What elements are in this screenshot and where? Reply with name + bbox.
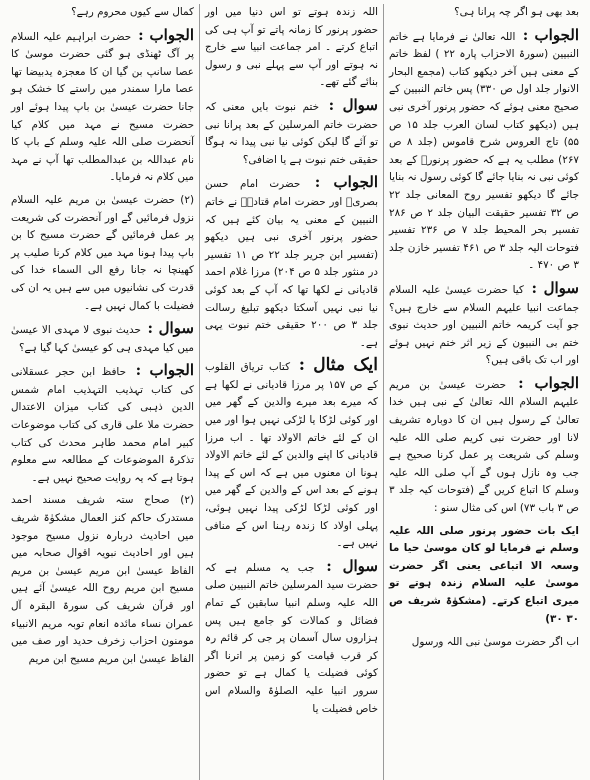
example-block: [205, 357, 378, 553]
answer-text: حضرت امام حسن بصریؒ اور حضرت امام قتادہؒ نے خاتم النبیین کے معنی یہ بیان کئے ہیں کہ حضور پرنور آخری نبی ہیں دیکھو (تفسیر ابن جریر جلد ۲۲ ص ۱۱ تفسیر در منثور جلد ۵ ص ۲۰۴) مرزا غلام احمد قادیانی نے لکھا تھا کہ آپ کے بعد کوئی نیا نبی نہیں آسکتا دیکھو تبلیغ رسالت جلد ۳ ص ۲۰۰ حقیقی ختم نبوت یہی ہے۔: [205, 178, 379, 349]
column-right: [384, 4, 584, 780]
question-block: [389, 280, 579, 370]
answer-block: [389, 27, 579, 275]
answer-label: الجواب :: [138, 25, 194, 44]
question-text: جب یہ مسلم ہے کہ حضرت سید المرسلین خاتم النبیین صلی اللہ علیہ وسلم انبیا سابقین کے تمام فضائل و کمالات کو جامع ہیں پس ہزاروں سال آسمان پر جی کر قائم رہ کر قرب قیامت کو زمین پر اترنا اگر کوئی فضیلت یا کمال ہے تو حضور سرور انبیا علیہ الصلوٰۃ والسلام اس خاص فضیلت یا: [205, 561, 378, 715]
column-middle: [199, 4, 384, 780]
question-label: سوال :: [326, 556, 378, 575]
question-text: ختم نبوت بایں معنی کہ حضرت خاتم المرسلین کے بعد پرانا نبی تو آئے گا لیکن کوئی نیا نبی پیدا نہ ہوگا حقیقی ختم نبوت ہے یا اضافی؟: [205, 100, 378, 166]
continued-line: اب اگر حضرت موسیٰ نبی اللہ ورسول: [411, 636, 579, 649]
answer-block: [205, 174, 378, 352]
question-label: سوال :: [328, 95, 378, 114]
question-block: [11, 320, 194, 357]
numbered-paragraph: (۲) صحاح ستہ شریف مسند احمد مستدرک حاکم کنز العمال مشکوٰۃ شریف میں احادیث دربارہ نزول مسیح موجود ہیں اور احادیث نبویہ اقوال صحابہ میں الفاظ عیسیٰ ابن مریم عیسیٰ بن مریم مسیح ابن مریم روح اللہ عیسیٰ آئے ہیں اور قرآن شریف کی سورۃ البقرہ آل عمران نساء مائدہ انعام توبہ مریم الانبیاء مومنون احزاب زخرف حدید اور صف میں الفاظ عیسیٰ ابن مریم مسیح ابن مریم: [11, 494, 194, 665]
answer-text: حافظ ابن حجر عسقلانی کی کتاب تہذیب التہذیب امام شمس الدین ذہبی کی کتاب میزان الاعتدال حضرت ملا علی قاری کی کتاب موضوعات کبیر امام محمد طاہر محدث کی کتاب تذکرۃ الموضوعات کے مطالعہ سے معلوم ہوتا ہے کہ یہ روایت صحیح نہیں ہے۔: [11, 366, 194, 484]
answer-label: الجواب :: [135, 361, 195, 380]
hadith-quote: ایک بات حضور پرنور صلی اللہ علیہ وسلم نے فرمایا لو کان موسیٰ حیا ما وسعہ الا اتباعی یعنی اگر حضرت موسیٰ علیہ السلام زندہ ہوتے تو میری اتباع کرتے۔ (مشکوٰۃ شریف ص ۳۰ ۳۰): [389, 524, 579, 625]
answer-label: الجواب :: [522, 25, 579, 44]
numbered-paragraph: (۲) حضرت عیسیٰ بن مریم علیہ السلام نزول فرمائیں گے اور آنحضرت کی شریعت پر عمل فرمائیں گے حضرت مسیح کا بن باپ پیدا ہونا مہد میں کلام کرنا صلیب پر کھینچا نہ جانا رفع الی السماء خدا کی قدرت کی نشانیوں میں سے ہیں یہ ان کی فضیلت با کمال نہیں ہے۔: [11, 193, 194, 312]
question-block: [205, 558, 378, 718]
answer-block: [389, 375, 579, 518]
example-label: ایک مثال :: [298, 355, 378, 376]
answer-text: حضرت عیسیٰ بن مریم علیہم السلام اللہ تعالیٰ کے نبی ہیں خدا تعالیٰ کے رسول ہیں ان کا دوبارہ تشریف لانا اور حضرت نبی کریم صلی اللہ علیہ وسلم کی شریعت پر عمل کرنا صحیح ہے جب وہ نازل ہوں گے آپ صلی اللہ علیہ وسلم کا اتباع کریں گے (فتوحات کیہ جلد ۳ ص ۳ باب ۷۳) اس کی مثال سنو :: [389, 378, 579, 515]
question-text: کیا حضرت عیسیٰ علیہ السلام جماعت انبیا علیہم السلام سے خارج ہیں؟ جو آیت کریمہ خاتم النبیین اور حدیث نبوی ختم بی النبیون کے زیر اثر ختم نہیں ہوئے اور اب تک باقی ہیں؟: [389, 283, 579, 367]
answer-text: اللہ تعالیٰ نے فرمایا ہے خاتم النبیین (سورۃ الاحزاب پارہ ۲۲ ) لفظ خاتم کے معنی ہیں آخر دیکھو کتاب (مجمع البحار الانوار جلد اول ص ۳۳۰) پس خاتم النبیین کے صحیح معنی ہوئے کہ حضور پرنور آخری نبی ہیں (دیکھو کتاب لسان العرب جلد ۱۵ ص ۵۵) تاج العروس شرح قاموس (جلد ۸ ص ۲۶۷) مطلب یہ ہے کہ حضور پرنورؐ کے بعد کوئی نبی نہ بنایا جائے گا کوئی رسول نہ بنایا جائے گا دیکھو تفسیر روح المعانی جلد ۲۲ ص ۳۲ تفسیر حقیقت البیان جلد ۲ ص ۲۸۶ تفسیر بحر المحیط جلد ۷ ص ۲۳۶ تفسیر فتوحات الیہ جلد ۳ ص ۴۶۱ تفسیر خازن جلد ۳ ص ۴۷۰ ۔: [389, 30, 580, 272]
question-text: حدیث نبوی لا مہدی الا عیسیٰ میں کیا مہدی ہی کو عیسیٰ کہا گیا ہے؟: [11, 324, 194, 354]
answer-label: الجواب :: [314, 173, 378, 192]
answer-block: [11, 27, 194, 187]
answer-block: [11, 362, 194, 487]
example-text: کتاب تریاق القلوب کے ص ۱۵۷ پر مرزا قادیانی نے لکھا ہے کہ میرے بعد میرے والدین کے گھر میں اور کوئی لڑکا یا لڑکی نہیں ہوا اور میں ان کے لئے خاتم الاولاد تھا ۔ اب مرزا قادیانی کا اپنے والدین کے لئے خاتم الاولاد ہونا ان معنوں میں ہے کہ اس کے پیدا ہونے کے بعد اس کے والدین کے گھر میں اور کوئی لڑکا لڑکی پیدا نہیں ہوئی، پہلی اولاد کا زندہ رہنا اس کے منافی نہیں ہے۔: [205, 361, 378, 550]
answer-text: حضرت ابراہیم علیہ السلام پر آگ ٹھنڈی ہو گئی حضرت موسیٰ کا عصا سانپ بن گیا ان کا معجزہ یدبیضا تھا عصا مارا سمندر میں راستے کا خشک ہو جانا حضرت عیسیٰ بن باپ پیدا ہوئے اور حضرت مسیح نے مہد میں کلام کیا آنحضرت صلی اللہ علیہ وسلم کے باپ کا نام عبداللہ بن عبدالمطلب تھا آپ نے مہد میں کلام نہ فرمایا۔: [11, 30, 194, 184]
column-left: [6, 4, 199, 780]
answer-label: الجواب :: [518, 373, 579, 392]
continuation-line: کمال سے کیوں محروم رہے؟: [71, 6, 194, 18]
question-block: [205, 97, 378, 169]
question-label: سوال :: [147, 319, 194, 338]
continuation-paragraph: اللہ زندہ ہوتے تو اس دنیا میں اور حضور پرنور کا زمانہ پاتے تو آپ ہی کی اتباع کرتے ۔ امر جماعت انبیا سے خارج نہ ہوتے اور آپ سے پہلے نبی و رسول بنائے گئے تھے۔: [205, 6, 378, 89]
continuation-line: بعد بھی ہو اگر چہ پرانا ہی؟: [454, 6, 579, 18]
question-label: سوال :: [531, 278, 579, 297]
